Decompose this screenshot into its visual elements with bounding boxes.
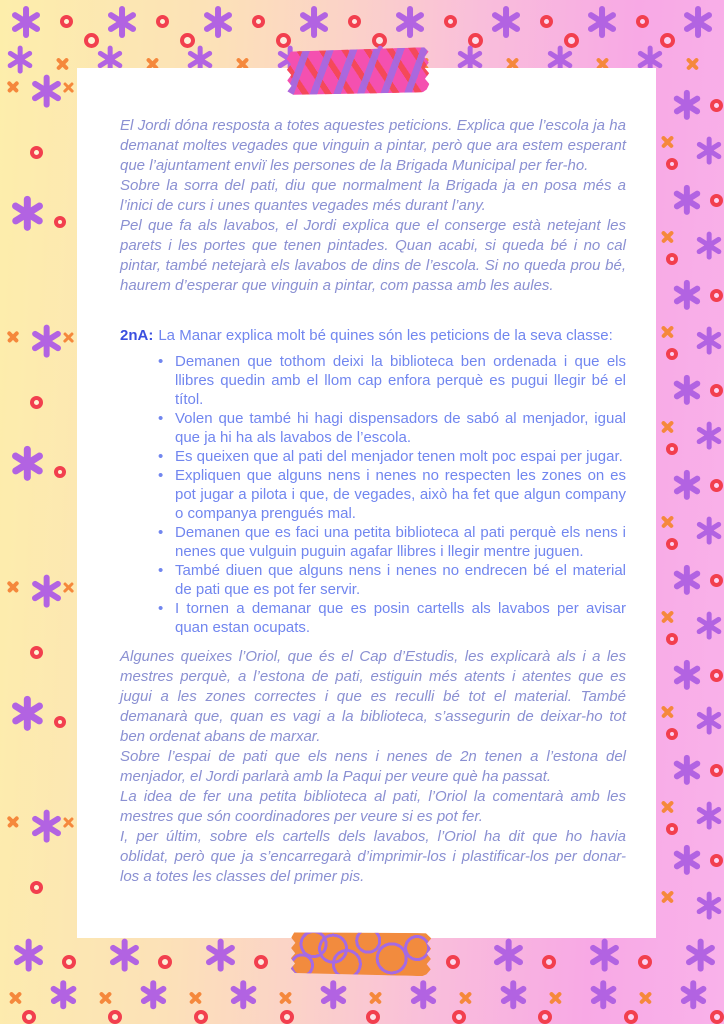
cross-decoration-icon [55, 56, 70, 71]
asterisk-decoration-icon [12, 938, 45, 971]
asterisk-decoration-icon [672, 470, 702, 500]
dot-decoration-icon [564, 33, 579, 48]
dot-decoration-icon [54, 466, 66, 478]
asterisk-decoration-icon [672, 375, 702, 405]
cross-decoration-icon [548, 990, 563, 1005]
cross-decoration-icon [660, 704, 675, 719]
dot-decoration-icon [666, 348, 678, 360]
washi-tape-top-icon [286, 47, 429, 96]
dot-decoration-icon [156, 15, 169, 28]
asterisk-decoration-icon [204, 938, 237, 971]
washi-tape-bottom-icon [291, 931, 432, 976]
petition-item: • Demanen que tothom deixi la biblioteca ben ordenada i que els llibres quedin amb el llom cap enfora perquè es pugui llegir bé el títol. [162, 352, 626, 409]
cross-decoration-icon [6, 80, 20, 94]
asterisk-decoration-icon [589, 980, 618, 1009]
cross-decoration-icon [6, 330, 20, 344]
asterisk-decoration-icon [695, 327, 723, 355]
cross-decoration-icon [368, 990, 383, 1005]
cross-decoration-icon [6, 580, 20, 594]
dot-decoration-icon [468, 33, 483, 48]
cross-decoration-icon [660, 134, 675, 149]
cross-decoration-icon [660, 324, 675, 339]
petition-item: • Demanen que es faci una petita biblioteca al pati perquè els nens i nenes que vulguin puguin agafar llibres i llegir mentre juguen. [162, 523, 626, 561]
dot-decoration-icon [638, 955, 652, 969]
cross-decoration-icon [660, 889, 675, 904]
dot-decoration-icon [254, 955, 268, 969]
intro-paragraph: Sobre la sorra del pati, diu que normalment la Brigada ja en posa més a l’inici de curs i unes quantes vegades més durant l’any. [120, 177, 626, 214]
intro-paragraph: El Jordi dóna resposta a totes aquestes peticions. Explica que l’escola ja ha demanat moltes vegades que vinguin a pintar, però que ara estem esperant que l’ajuntament enviï les persones de la Brigada Municipal per fer-ho. [120, 117, 626, 174]
asterisk-decoration-icon [139, 980, 168, 1009]
cross-decoration-icon [62, 816, 75, 829]
asterisk-decoration-icon [695, 612, 723, 640]
dot-decoration-icon [108, 1010, 122, 1024]
asterisk-decoration-icon [202, 6, 234, 38]
closing-paragraph: La idea de fer una petita biblioteca al pati, l’Oriol la comentarà amb les mestres que són coordinadores per veure si es pot fer. [120, 788, 626, 825]
asterisk-decoration-icon [672, 280, 702, 310]
cross-decoration-icon [62, 331, 75, 344]
asterisk-decoration-icon [30, 574, 63, 607]
asterisk-decoration-icon [672, 660, 702, 690]
cross-decoration-icon [6, 815, 20, 829]
dot-decoration-icon [710, 574, 723, 587]
asterisk-decoration-icon [695, 707, 723, 735]
dot-decoration-icon [624, 1010, 638, 1024]
dot-decoration-icon [444, 15, 457, 28]
asterisk-decoration-icon [586, 6, 618, 38]
dot-decoration-icon [666, 823, 678, 835]
asterisk-decoration-icon [10, 196, 45, 231]
closing-paragraph: Algunes queixes l’Oriol, que és el Cap d’Estudis, les explicarà als i a les mestres perquè, a l’estona de pati, estiguin més atents i atentes que es jugui a les zones correctes i que es reculli bé tot el material. També demanarà que, quan es vagi a la biblioteca, s’assegurin de deixar-ho tot ben ordenat abans de marxar. [120, 648, 626, 745]
intro-paragraph: Pel que fa als lavabos, el Jordi explica que el conserge està netejant les parets i les portes que tenen pintades. Quan acabi, si queda bé i no cal pintar, també netejarà els lavabos de dins de l’escola. Si no queda prou bé, haurem d’esperar que vinguin a pintar, com passa amb les aules. [120, 217, 626, 294]
dot-decoration-icon [710, 194, 723, 207]
asterisk-decoration-icon [30, 809, 63, 842]
closing-paragraph: I, per últim, sobre els cartells dels lavabos, l’Oriol ha dit que ho havia oblidat, però que ja s’encarregarà d’imprimir-los i plastificar-los per donar-los a totes les classes del primer pis. [120, 828, 626, 885]
cross-decoration-icon [660, 229, 675, 244]
dot-decoration-icon [84, 33, 99, 48]
dot-decoration-icon [372, 33, 387, 48]
asterisk-decoration-icon [108, 938, 141, 971]
asterisk-decoration-icon [409, 980, 438, 1009]
asterisk-decoration-icon [695, 517, 723, 545]
asterisk-decoration-icon [672, 90, 702, 120]
petition-item: • També diuen que alguns nens i nenes no endrecen bé el material de pati que es pot fer servir. [162, 561, 626, 599]
asterisk-decoration-icon [10, 6, 42, 38]
asterisk-decoration-icon [490, 6, 522, 38]
dot-decoration-icon [180, 33, 195, 48]
asterisk-decoration-icon [492, 938, 525, 971]
asterisk-decoration-icon [319, 980, 348, 1009]
asterisk-decoration-icon [679, 980, 708, 1009]
asterisk-decoration-icon [695, 422, 723, 450]
dot-decoration-icon [158, 955, 172, 969]
asterisk-decoration-icon [672, 755, 702, 785]
dot-decoration-icon [666, 158, 678, 170]
closing-paragraph: Sobre l’espai de pati que els nens i nenes de 2n tenen a l’estona del menjador, el Jordi parlarà amb la Paqui per veure què ha passat. [120, 748, 626, 785]
dot-decoration-icon [62, 955, 76, 969]
dot-decoration-icon [542, 955, 556, 969]
asterisk-decoration-icon [394, 6, 426, 38]
asterisk-decoration-icon [684, 938, 717, 971]
asterisk-decoration-icon [49, 980, 78, 1009]
dot-decoration-icon [540, 15, 553, 28]
dot-decoration-icon [666, 443, 678, 455]
petition-item: • Es queixen que al pati del menjador tenen molt poc espai per jugar. [162, 447, 626, 466]
petitions-list [120, 352, 626, 637]
dot-decoration-icon [366, 1010, 380, 1024]
dot-decoration-icon [710, 479, 723, 492]
dot-decoration-icon [710, 1010, 724, 1024]
dot-decoration-icon [22, 1010, 36, 1024]
cross-decoration-icon [8, 990, 23, 1005]
dot-decoration-icon [280, 1010, 294, 1024]
closing-block [120, 647, 626, 887]
dot-decoration-icon [666, 633, 678, 645]
dot-decoration-icon [54, 716, 66, 728]
dot-decoration-icon [30, 396, 43, 409]
dot-decoration-icon [30, 146, 43, 159]
asterisk-decoration-icon [672, 185, 702, 215]
cross-decoration-icon [188, 990, 203, 1005]
dot-decoration-icon [666, 728, 678, 740]
cross-decoration-icon [660, 419, 675, 434]
dot-decoration-icon [60, 15, 73, 28]
dot-decoration-icon [54, 216, 66, 228]
intro-block [120, 116, 626, 296]
dot-decoration-icon [666, 253, 678, 265]
dot-decoration-icon [446, 955, 460, 969]
cross-decoration-icon [685, 56, 700, 71]
asterisk-decoration-icon [499, 980, 528, 1009]
asterisk-decoration-icon [106, 6, 138, 38]
cross-decoration-icon [638, 990, 653, 1005]
dot-decoration-icon [348, 15, 361, 28]
dot-decoration-icon [710, 289, 723, 302]
petition-item: • I tornen a demanar que es posin cartells als lavabos per avisar quan estan ocupats. [162, 599, 626, 637]
asterisk-decoration-icon [695, 802, 723, 830]
asterisk-decoration-icon [695, 892, 723, 920]
dot-decoration-icon [660, 33, 675, 48]
dot-decoration-icon [666, 538, 678, 550]
cross-decoration-icon [98, 990, 113, 1005]
asterisk-decoration-icon [672, 565, 702, 595]
asterisk-decoration-icon [298, 6, 330, 38]
asterisk-decoration-icon [695, 137, 723, 165]
dot-decoration-icon [30, 881, 43, 894]
dot-decoration-icon [452, 1010, 466, 1024]
dot-decoration-icon [710, 764, 723, 777]
cross-decoration-icon [660, 609, 675, 624]
class-label: 2nA: [120, 327, 154, 344]
cross-decoration-icon [62, 581, 75, 594]
asterisk-decoration-icon [682, 6, 714, 38]
cross-decoration-icon [660, 514, 675, 529]
petition-item: • Expliquen que alguns nens i nenes no respecten les zones on es pot jugar a pilota i que, de vegades, això ha fet que algun company o companya prengués mal. [162, 466, 626, 523]
section-line [120, 326, 626, 346]
dot-decoration-icon [710, 99, 723, 112]
cross-decoration-icon [660, 799, 675, 814]
dot-decoration-icon [194, 1010, 208, 1024]
cross-decoration-icon [278, 990, 293, 1005]
dot-decoration-icon [276, 33, 291, 48]
cross-decoration-icon [62, 81, 75, 94]
asterisk-decoration-icon [672, 845, 702, 875]
dot-decoration-icon [710, 669, 723, 682]
document-card [77, 68, 656, 938]
asterisk-decoration-icon [6, 46, 34, 74]
dot-decoration-icon [30, 646, 43, 659]
asterisk-decoration-icon [10, 446, 45, 481]
petition-item: • Volen que també hi hagi dispensadors de sabó al menjador, igual que ja hi ha als lavabos de l’escola. [162, 409, 626, 447]
dot-decoration-icon [710, 854, 723, 867]
dot-decoration-icon [636, 15, 649, 28]
asterisk-decoration-icon [229, 980, 258, 1009]
dot-decoration-icon [710, 384, 723, 397]
asterisk-decoration-icon [30, 74, 63, 107]
dot-decoration-icon [252, 15, 265, 28]
asterisk-decoration-icon [695, 232, 723, 260]
asterisk-decoration-icon [10, 696, 45, 731]
section-intro-text: La Manar explica molt bé quines són les peticions de la seva classe: [158, 327, 613, 344]
cross-decoration-icon [458, 990, 473, 1005]
asterisk-decoration-icon [588, 938, 621, 971]
dot-decoration-icon [538, 1010, 552, 1024]
asterisk-decoration-icon [30, 324, 63, 357]
